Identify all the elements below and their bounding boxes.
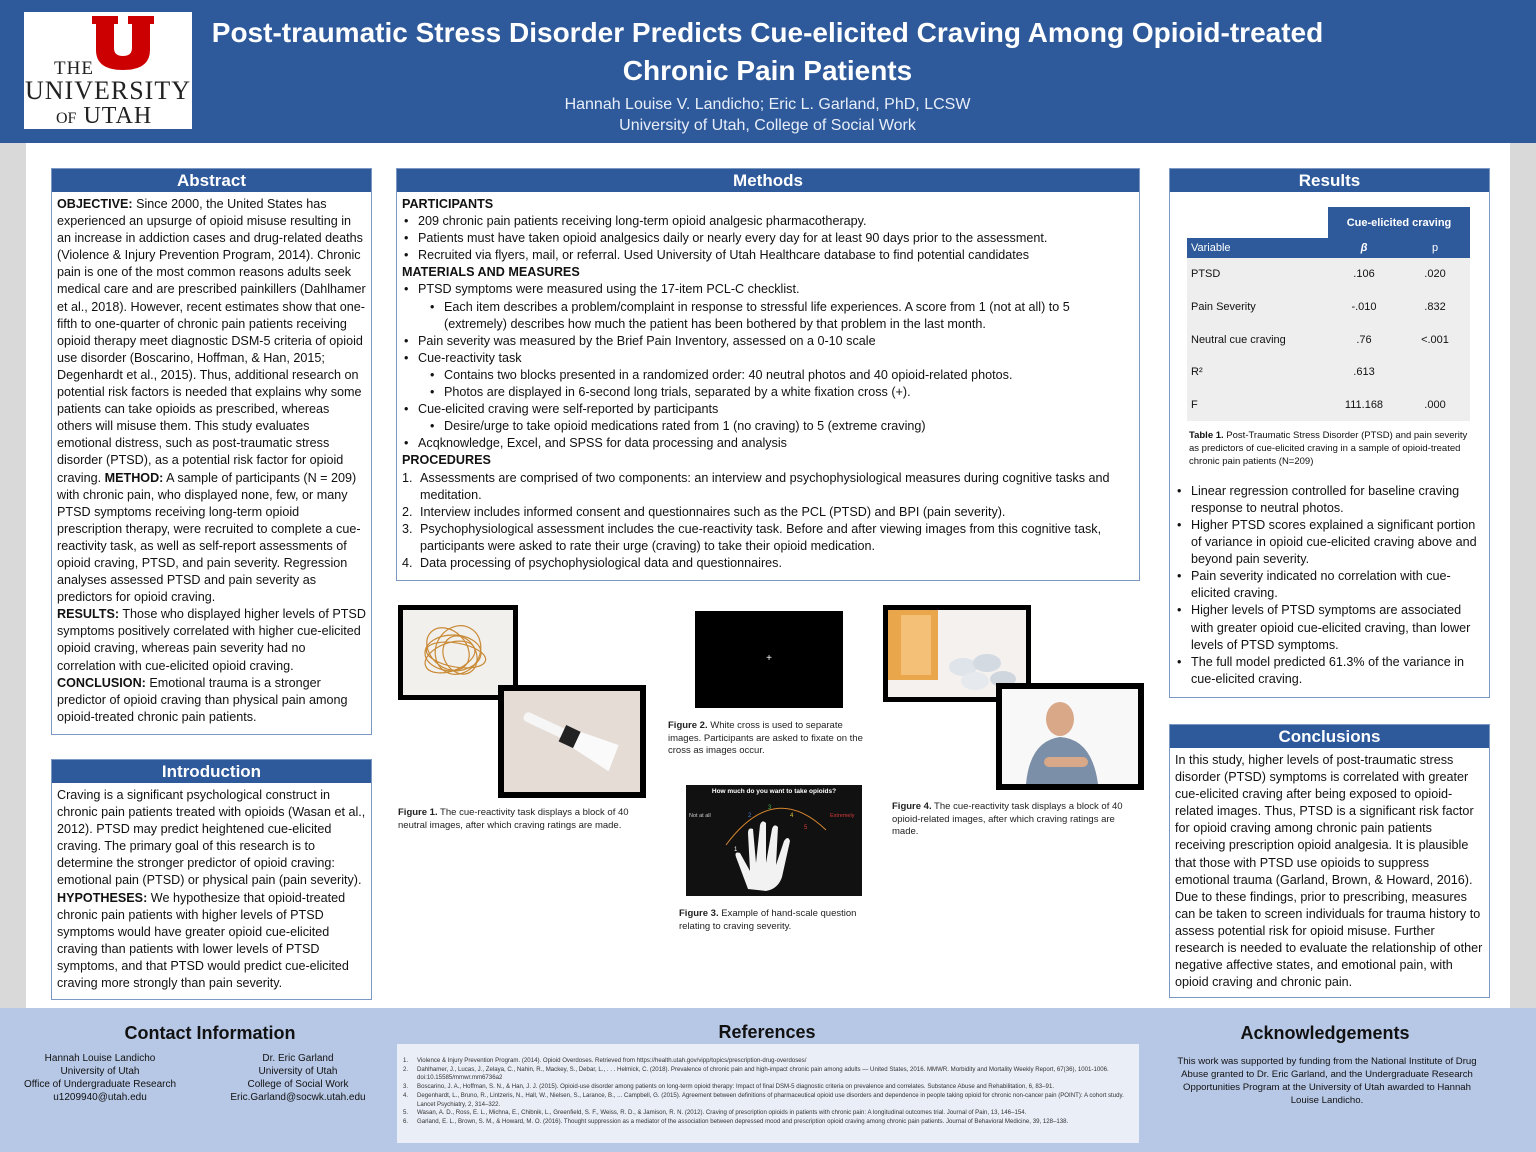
participants-heading: PARTICIPANTS <box>402 197 494 211</box>
scale-2: 2 <box>748 813 752 819</box>
scale-1: 1 <box>734 847 738 853</box>
introduction-section <box>51 759 372 1000</box>
hand-scale-question: How much do you want to take opioids? <box>711 788 837 795</box>
conclusions-section <box>1169 724 1490 998</box>
fixation-cross-icon: + <box>766 653 772 664</box>
table-row: R² .613 <box>1187 356 1470 389</box>
col-variable: Variable <box>1187 238 1328 258</box>
affiliation: University of Utah, College of Social Work <box>619 117 916 134</box>
poster-header <box>0 0 1536 143</box>
reference-item: 2. Dahlhamer, J., Lucas, J., Zelaya, C., Nahin, R., Mackey, S., Debar, L., . . . Helmick, C. (2018). Prevalence of chronic pain and high-impact chronic pain among adults — United States, 2016. MMWR. Morbidity and Mortality Weekly Report, 67(36), 1001-1006. doi:10.15585/mmwr.mm6736a2 <box>403 1065 1109 1082</box>
materials-list: • PTSD symptoms were measured using the 17-item PCL-C checklist. • Each item describes a problem/complaint in response to stressful life experiences. A score from 1 (not at all) to 5 (extremely) describes how much the patient has been bothered by that problem in the last month. • Pain severity was measured by the Brief Pain Inventory, assessed on a 0-10 scale • Cue-reactivity task • Contains two blocks presented in a randomized order: 40 neutral photos and 40 opioid-related photos. • Photos are displayed in 6-second long trials, separated by a white fixation cross (+). • Cue-elicited craving were self-reported by participants • Desire/urge to take opioid medications rated from 1 (no craving) to 5 (extreme craving) • Acqknowledge, Excel, and SPSS for data processing and analysis <box>402 281 1134 452</box>
university-logo <box>24 12 192 129</box>
scale-low-label: Not at all <box>689 813 711 819</box>
table-row: Neutral cue craving .76 <.001 <box>1187 323 1470 356</box>
abstract-text: OBJECTIVE: Since 2000, the United States has experienced an upsurge of opioid misuse resulting in an increase in addiction cases and drug-related deaths (Violence & Injury Prevention Program, 2014). Chronic pain is one of the most common reasons adults seek medical care and are prescribed painkillers (Dahlhamer et al., 2018). However, recent estimates show that one-fifth to one-quarter of chronic pain patients receiving opioid therapy meet diagnostic DSM-5 criteria of opioid use disorder (Boscarino, Hoffman, & Han, 2015; Degenhardt et al., 2015). Thus, additional research on potential risk factors is needed that explains why some patients can take opioids as prescribed, whereas others will misuse them. This study evaluates emotional distress, such as post-traumatic stress disorder (PTSD), as a potential risk factor for opioid craving. METHOD: A sample of participants (N = 209) with chronic pain, who displayed none, few, or many PTSD symptoms receiving long-term opioid prescription therapy, were recruited to complete a cue-reactivity task, as well as self-report assessments of opioid craving, PTSD, and pain severity. Regression analyses assessed PTSD and pain severity as predictors for opioid craving. RESULTS: Those who displayed higher levels of PTSD symptoms positively correlated with higher cue-elicited opioid craving, whereas pain severity had no correlation with cue-elicited opioid craving. CONCLUSION: Emotional trauma is a stronger predictor of opioid craving than physical pain among opioid-treated chronic pain patients. <box>57 197 366 724</box>
contact-garland: Dr. Eric Garland University of Utah College of Social Work Eric.Garland@socwk.utah.edu <box>218 1052 378 1104</box>
contact-heading: Contact Information <box>124 1023 296 1043</box>
section-heading: Conclusions <box>1170 725 1489 748</box>
figure3-caption: Figure 3. Example of hand-scale question relating to craving severity. <box>679 908 857 932</box>
methods-section <box>396 168 1140 581</box>
contact-hannah: Hannah Louise Landicho University of Utah Office of Undergraduate Research u1209940@utah.edu <box>20 1052 180 1104</box>
table-caption: Table 1. Post-Traumatic Stress Disorder (PTSD) and pain severity as predictors of cue-elicited craving in a sample of opioid-treated chronic pain patients (N=209) <box>1189 430 1468 468</box>
table-row: Pain Severity -.010 .832 <box>1187 291 1470 324</box>
results-table <box>1187 207 1470 421</box>
section-heading: Results <box>1170 169 1489 192</box>
participants-list: • 209 chronic pain patients receiving long-term opioid analgesic pharmacotherapy. • Patients must have taken opioid analgesics daily or nearly every day for at least 90 days prior to the assessment. • Recruited via flyers, mail, or referral. Used University of Utah Healthcare database to find potential candidates <box>402 213 1134 264</box>
reference-item: 6. Garland, E. L., Brown, S. M., & Howard, M. O. (2016). Thought suppression as a mediator of the association between depressed mood and prescription opioid craving among chronic pain patients. Journal of Behavioral Medicine, 39, 128–138. <box>403 1117 1069 1125</box>
table-row: PTSD .106 .020 <box>1187 258 1470 291</box>
figure4-opioid-image-pain <box>996 683 1144 790</box>
scale-high-label: Extremely <box>830 813 855 819</box>
figure3-hand-scale <box>686 785 862 896</box>
email-link[interactable]: u1209940@utah.edu <box>53 1092 147 1103</box>
reference-item: 3. Boscarino, J. A., Hoffman, S. N., & Han, J. J. (2015). Opioid-use disorder among patients on long-term opioid therapy: Impact of final DSM-5 diagnostic criteria on prevalence and correlates. Substance Abuse and Rehabilitation, 6, 83–91. <box>403 1083 1055 1091</box>
figure1-caption: Figure 1. The cue-reactivity task displays a block of 40 neutral images, after which craving ratings are made. <box>398 807 629 831</box>
reference-item: 5. Wasan, A. D., Ross, E. L., Michna, E., Chibnik, L., Greenfield, S. F., Weiss, R. D., & Jamison, R. N. (2012). Craving of prescription opioids in patients with chronic pain: A longitudinal outcomes trial. Journal of Pain, 13, 146–154. <box>403 1109 1027 1117</box>
acknowledgements-heading: Acknowledgements <box>1240 1023 1410 1043</box>
section-heading: Abstract <box>52 169 371 192</box>
poster-title: Post-traumatic Stress Disorder Predicts Cue-elicited Craving Among Opioid-treated Chronic Pain Patients <box>211 17 1324 86</box>
logo-of-utah: OF UTAH <box>56 103 153 129</box>
materials-heading: MATERIALS AND MEASURES <box>402 265 580 280</box>
figure2-fixation-cross <box>695 611 843 708</box>
references-list <box>397 1044 1139 1143</box>
figure1-neutral-image-tube <box>498 685 646 798</box>
references-heading: References <box>718 1022 816 1042</box>
authors: Hannah Louise V. Landicho; Eric L. Garland, PhD, LCSW <box>564 96 971 113</box>
hand-scale-icon <box>686 785 862 896</box>
reference-item: 4. Degenhardt, L., Bruno, R., Lintzeris, N., Hall, W., Nielsen, S., Larance, B., ... Campbell, G. (2015). Agreement between definitions of pharmaceutical opioid use disorders and dependence in people taking opioid for chronic non-cancer pain (POINT): A cohort study. Lancet Psychiatry, 2, 314–322. <box>403 1091 1124 1108</box>
methods-text <box>397 192 1139 576</box>
reference-item: 1. Violence & Injury Prevention Program. (2014). Opioid Overdoses. Retrieved from https://health.utah.gov/vipp/topics/prescription-drug-overdoses/ <box>403 1057 807 1064</box>
logo-university: UNIVERSITY <box>25 76 191 105</box>
author-block <box>210 94 1325 136</box>
introduction-text: Craving is a significant psychological construct in chronic pain patients treated with opioids (Wasan et al., 2012). PTSD may predict heightened cue-elicited craving. The primary goal of this research is to determine the stronger predictor of opioid craving: emotional pain (PTSD) or physical pain (pain severity). HYPOTHESES: We hypothesize that opioid-treated chronic pain patients with higher levels of PTSD symptoms would have greater opioid cue-elicited craving than patients with lower levels of PTSD symptoms, and that PTSD would predict cue-elicited craving more strongly than pain severity. <box>57 788 366 991</box>
section-heading: Introduction <box>52 760 371 783</box>
procedures-heading: PROCEDURES <box>402 453 491 468</box>
scale-3: 3 <box>768 805 772 811</box>
table-row: F 111.168 .000 <box>1187 389 1470 422</box>
col-p: p <box>1400 238 1470 258</box>
abstract-section <box>51 168 372 735</box>
block-u-icon <box>90 14 156 72</box>
conclusions-text: In this study, higher levels of post-traumatic stress disorder (PTSD) symptoms is correlated with greater cue-elicited craving after being exposed to opioid-related images. Thus, PTSD is a significant risk factor for opioid craving among chronic pain patients receiving prescription opioid analgesia. It is plausible that those with PTSD use opioids to suppress emotional trauma (Garland, Brown, & Howard, 2016). Due to these findings, prior to prescribing, measures can be taken to screen individuals for trauma history to assess potential risk for opioid misuse. Further research is needed to evaluate the relationship of other negative affective states, and emotional pain, with opioid craving and chronic pain. <box>1175 753 1483 990</box>
figure2-caption: Figure 2. White cross is used to separate images. Participants are asked to fixate on the cross as images occur. <box>668 720 863 756</box>
man-in-pain-image <box>996 683 1144 790</box>
figure4-caption: Figure 4. The cue-reactivity task displays a block of 40 opioid-related images, after which craving ratings are made. <box>892 801 1123 837</box>
results-section <box>1169 168 1490 698</box>
scale-5: 5 <box>804 825 808 831</box>
procedures-list: 1. Assessments are comprised of two components: an interview and psychophysiological measures during cognitive tasks and meditation. 2. Interview includes informed consent and questionnaires such as the PCL (PTSD) and BPI (pain severity). 3. Psychophysiological assessment includes the cue-reactivity task. Before and after viewing images from this cognitive task, participants were asked to rate their urge (craving) to take their opioid medication. 4. Data processing of psychophysiological data and questionnaires. <box>402 470 1110 570</box>
results-bullets: • Linear regression controlled for baseline craving response to neutral photos. • Higher PTSD scores explained a significant portion of variance in opioid cue-elicited craving above and beyond pain severity. • Pain severity indicated no correlation with cue-elicited craving. • Higher levels of PTSD symptoms are associated with greater opioid cue-elicited craving, than lower levels of PTSD symptoms. • The full model predicted 61.3% of the variance in cue-elicited craving. <box>1170 469 1489 692</box>
table-group-header: Cue-elicited craving <box>1328 207 1470 238</box>
glue-tube-image <box>498 685 646 798</box>
col-beta: β <box>1328 238 1400 258</box>
section-heading: Methods <box>397 169 1139 192</box>
email-link[interactable]: Eric.Garland@socwk.utah.edu <box>230 1092 366 1103</box>
acknowledgements-text: This work was supported by funding from the National Institute of Drug Abuse granted to Dr. Eric Garland, and the Undergraduate Research Opportunities Program at the University of Utah awarded to Hannah Louise Landicho. <box>1177 1056 1477 1106</box>
scale-4: 4 <box>790 813 794 819</box>
logo-the: THE <box>54 58 94 79</box>
